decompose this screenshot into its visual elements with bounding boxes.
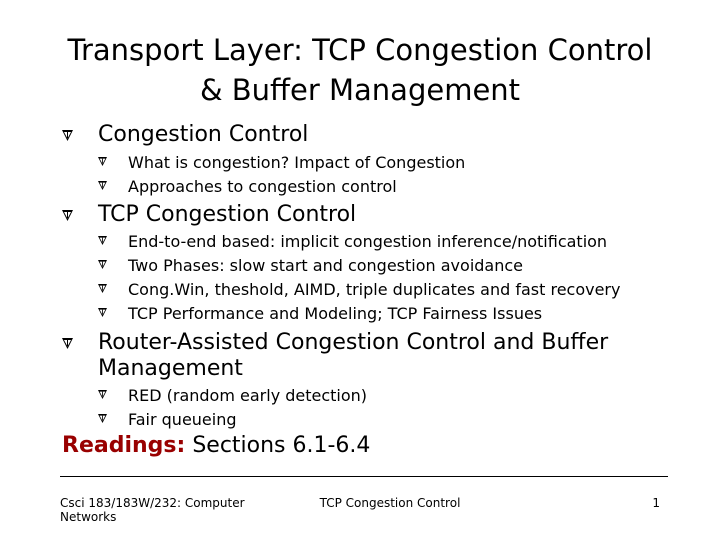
readings-text: Sections 6.1-6.4 xyxy=(192,433,371,458)
footer-course xyxy=(60,496,245,524)
footer-course-line-1: Csci 183/183W/232: Computer xyxy=(60,496,245,510)
bullet-text: Router-Assisted Congestion Control and Buffer xyxy=(98,330,609,355)
sub-bullet-text: What is congestion? Impact of Congestion xyxy=(128,153,466,172)
bullet-text: Congestion Control xyxy=(98,122,309,147)
footer-divider xyxy=(60,476,668,477)
diamond-bullet-icon xyxy=(98,284,107,293)
diamond-bullet-icon xyxy=(62,338,73,349)
diamond-bullet-icon xyxy=(98,390,107,399)
sub-bullet-text: RED (random early detection) xyxy=(128,386,368,405)
sub-bullet-text: TCP Performance and Modeling; TCP Fairness Issues xyxy=(128,304,543,323)
diamond-bullet-icon xyxy=(62,130,73,141)
footer-course-line-2: Networks xyxy=(60,510,117,524)
footer-center: TCP Congestion Control xyxy=(319,496,461,510)
title-line-2: & Buffer Management xyxy=(199,73,521,107)
diamond-bullet-icon xyxy=(98,236,107,245)
diamond-bullet-icon xyxy=(98,157,107,166)
title-line-1: Transport Layer: TCP Congestion Control xyxy=(67,33,653,67)
sub-bullet-text: Approaches to congestion control xyxy=(128,177,397,196)
bullet-text-continued: Management xyxy=(98,356,243,381)
slide-title xyxy=(0,30,720,110)
page-number: 1 xyxy=(652,496,660,510)
diamond-bullet-icon xyxy=(98,181,107,190)
diamond-bullet-icon xyxy=(98,414,107,423)
diamond-bullet-icon xyxy=(62,210,73,221)
readings-label: Readings: xyxy=(62,433,186,458)
sub-bullet-text: Two Phases: slow start and congestion avoidance xyxy=(128,256,523,275)
sub-bullet-text: Fair queueing xyxy=(128,410,237,429)
diamond-bullet-icon xyxy=(98,308,107,317)
sub-bullet-text: Cong.Win, theshold, AIMD, triple duplicates and fast recovery xyxy=(128,280,621,299)
bullet-text: TCP Congestion Control xyxy=(98,202,357,227)
readings xyxy=(62,432,370,460)
sub-bullet-text: End-to-end based: implicit congestion inference/notification xyxy=(128,232,608,251)
diamond-bullet-icon xyxy=(98,260,107,269)
